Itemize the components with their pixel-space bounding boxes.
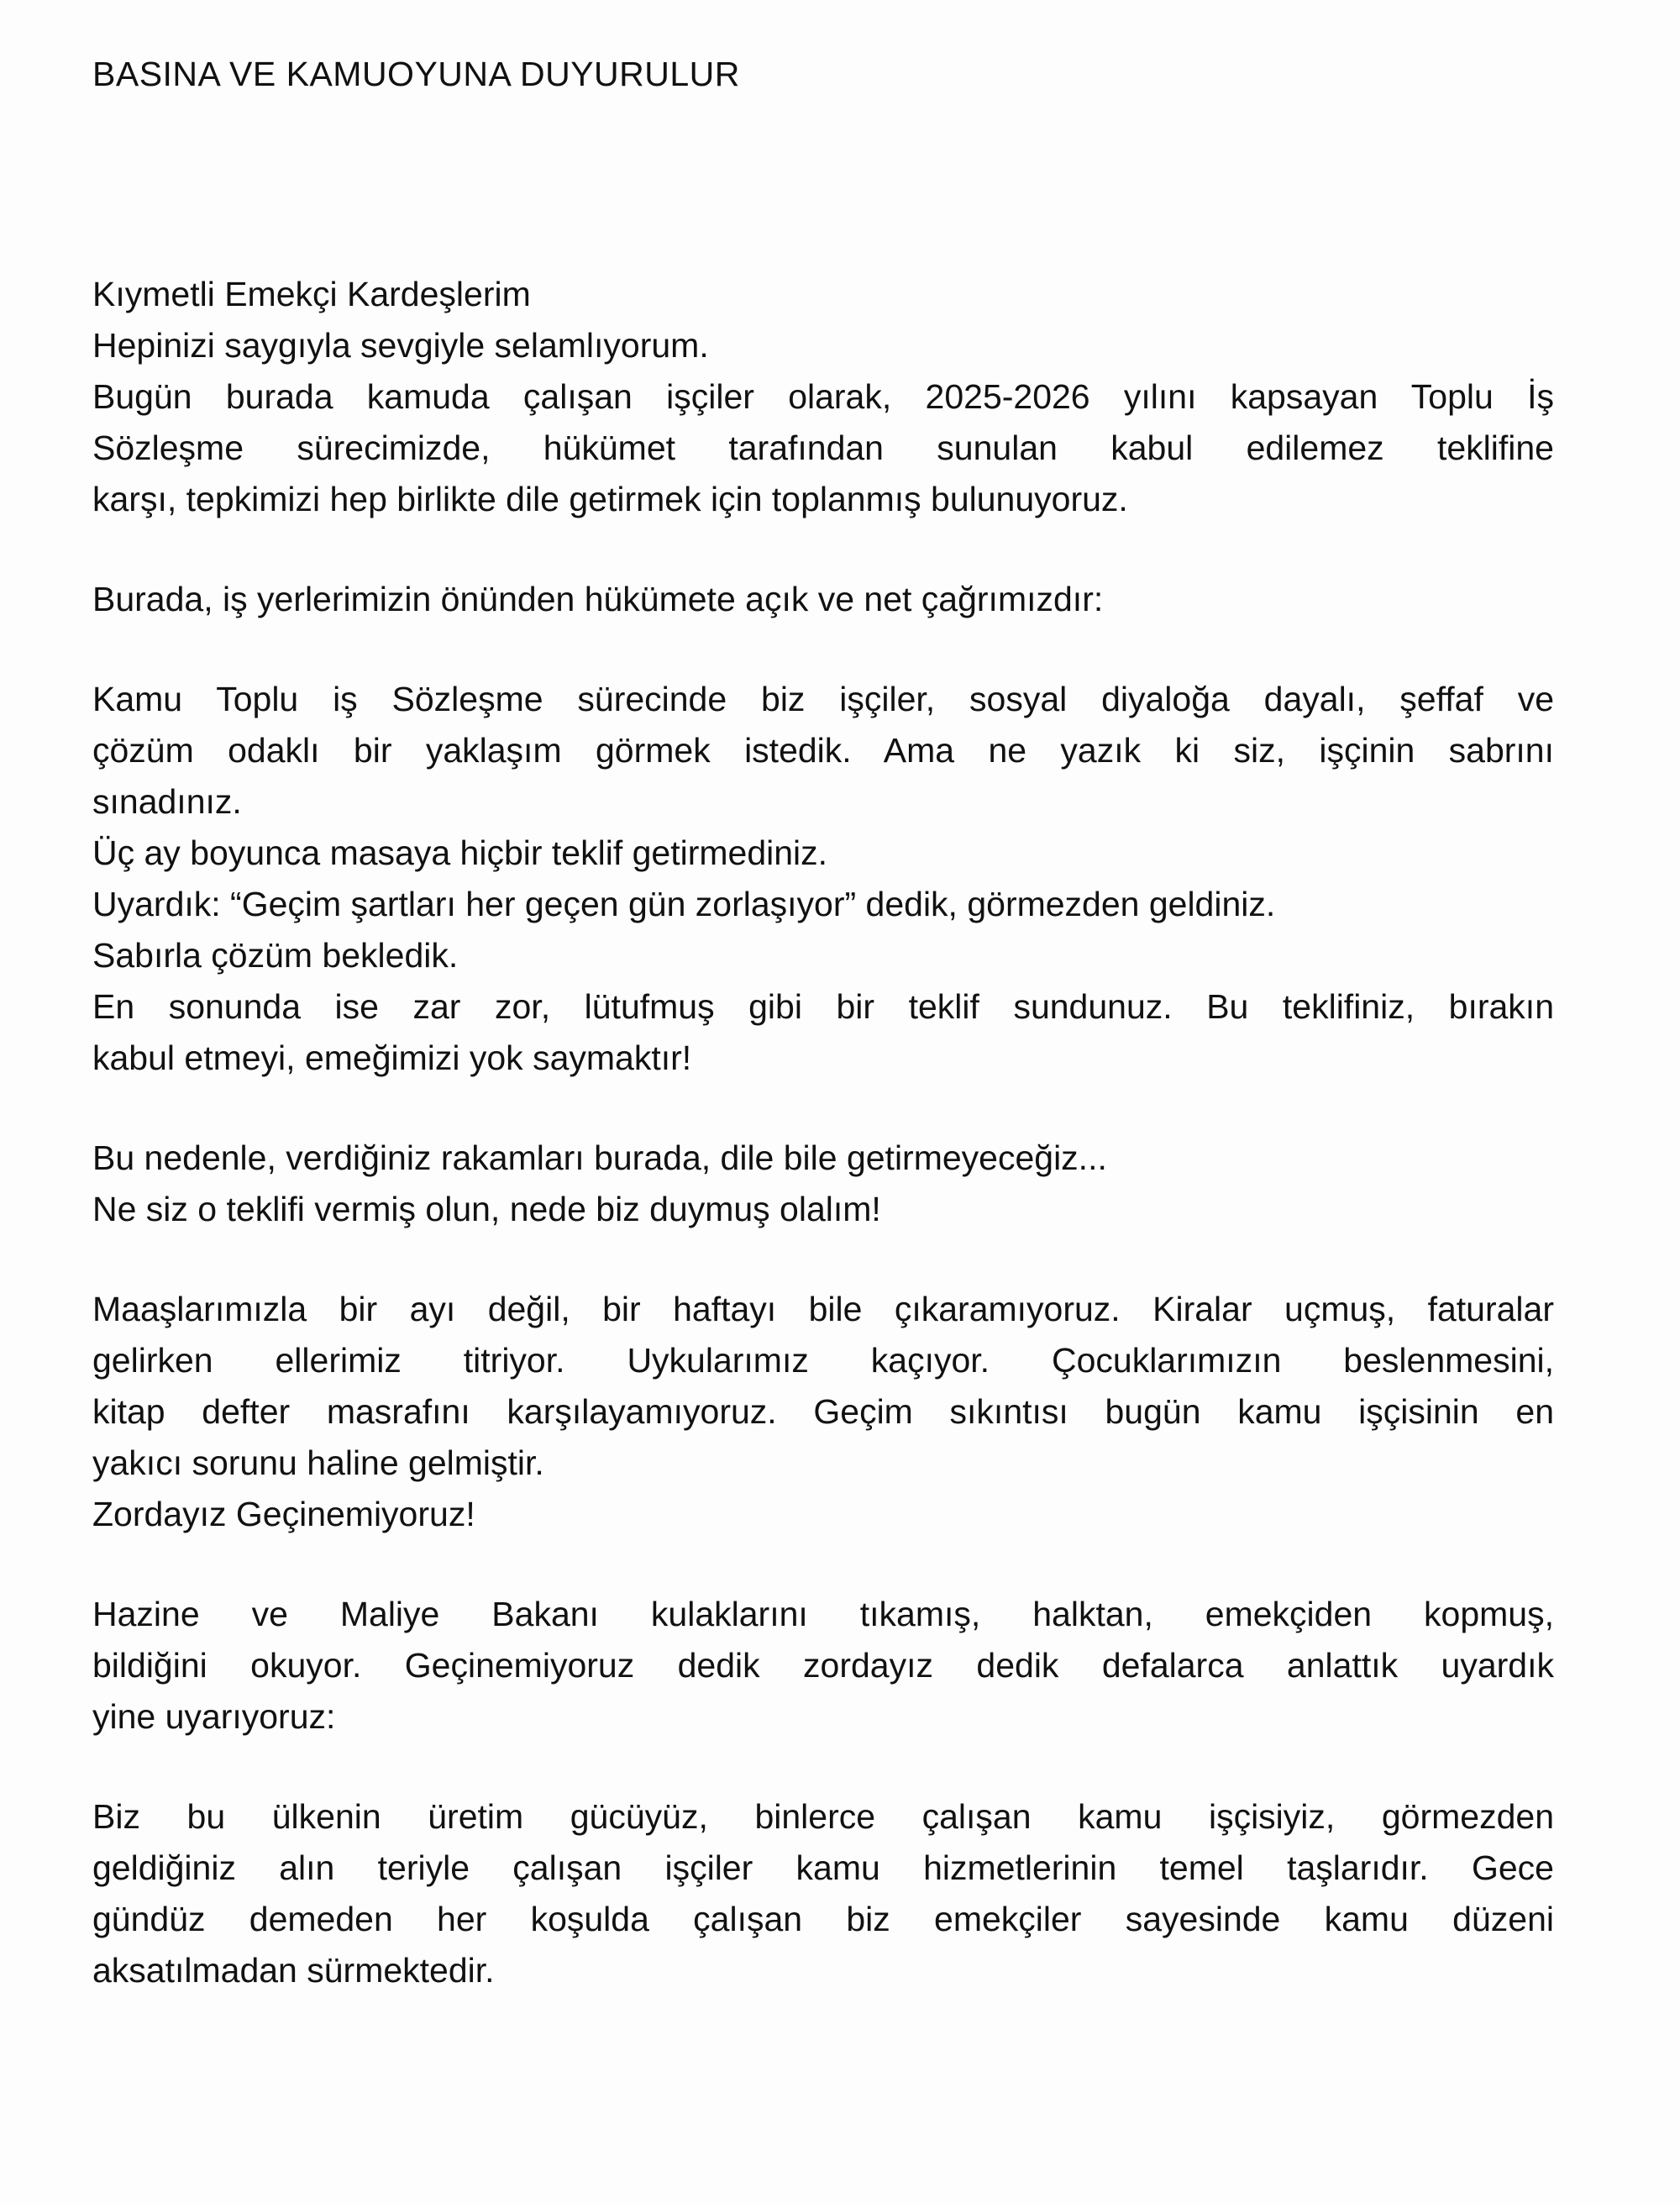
paragraph-line: Sabırla çözüm bekledik. [92,936,459,975]
paragraph-line: aksatılmadan sürmektedir. [92,1951,495,1990]
paragraph-5 [92,1284,1554,1540]
paragraph-line: Maaşlarımızla bir ayı değil, bir haftayı bile çıkaramıyoruz. Kiralar uçmuş, faturalar [92,1290,1554,1328]
paragraph-line: Üç ay boyunca masaya hiçbir teklif getirmediniz. [92,833,828,872]
paragraph-line: kabul etmeyi, emeğimizi yok saymaktır! [92,1038,692,1077]
salutation-line: Hepinizi saygıyla sevgiyle selamlıyorum. [92,326,709,365]
paragraph-gap [92,1540,1554,1589]
paragraph-gap [92,1743,1554,1791]
paragraph-line: sınadınız. [92,782,242,821]
paragraph-gap [92,625,1554,674]
paragraph-line: yine uyarıyoruz: [92,1697,336,1736]
greeting-line: Kıymetli Emekçi Kardeşlerim [92,275,531,313]
paragraph-line: karşı, tepkimizi hep birlikte dile getirmek için toplanmış bulunuyoruz. [92,480,1128,518]
paragraph-line: Kamu Toplu iş Sözleşme sürecinde biz işçiler, sosyal diyaloğa dayalı, şeffaf ve [92,680,1554,718]
paragraph-1 [92,371,1554,525]
paragraph-7 [92,1791,1554,1996]
paragraph-2: Burada, iş yerlerimizin önünden hükümete açık ve net çağrımızdır: [92,580,1104,618]
paragraph-3 [92,674,1554,1084]
paragraph-6 [92,1589,1554,1743]
paragraph-4 [92,1133,1554,1235]
paragraph-line: gündüz demeden her koşulda çalışan biz emekçiler sayesinde kamu düzeni [92,1900,1554,1938]
paragraph-line: Hazine ve Maliye Bakanı kulaklarını tıkamış, halktan, emekçiden kopmuş, [92,1595,1554,1633]
paragraph-line: geldiğiniz alın teriyle çalışan işçiler kamu hizmetlerinin temel taşlarıdır. Gece [92,1848,1554,1887]
paragraph-line: bildiğini okuyor. Geçinemiyoruz dedik zordayız dedik defalarca anlattık uyardık [92,1646,1554,1685]
paragraph-line: çözüm odaklı bir yaklaşım görmek istedik. Ama ne yazık ki siz, işçinin sabrını [92,731,1554,770]
document-body [92,269,1554,1996]
paragraph-line: yakıcı sorunu haline gelmiştir. [92,1443,544,1482]
paragraph-line: En sonunda ise zar zor, lütufmuş gibi bir teklif sundunuz. Bu teklifiniz, bırakın [92,987,1554,1026]
paragraph-line: Uyardık: “Geçim şartları her geçen gün zorlaşıyor” dedik, görmezden geldiniz. [92,885,1276,923]
paragraph-gap [92,1235,1554,1284]
paragraph-line: Ne siz o teklifi vermiş olun, nede biz duymuş olalım! [92,1190,881,1228]
paragraph-line: Sözleşme sürecimizde, hükümet tarafından sunulan kabul edilemez teklifine [92,429,1554,467]
paragraph-line: Bugün burada kamuda çalışan işçiler olarak, 2025-2026 yılını kapsayan Toplu İş [92,377,1554,416]
paragraph-line: Bu nedenle, verdiğiniz rakamları burada, dile bile getirmeyeceğiz... [92,1138,1107,1177]
paragraph-line: Zordayız Geçinemiyoruz! [92,1495,475,1533]
paragraph-gap [92,525,1554,574]
paragraph-line: kitap defter masrafını karşılayamıyoruz. Geçim sıkıntısı bugün kamu işçisinin en [92,1392,1554,1431]
paragraph-line: gelirken ellerimiz titriyor. Uykularımız kaçıyor. Çocuklarımızın beslenmesini, [92,1341,1554,1380]
document-header: BASINA VE KAMUOYUNA DUYURULUR [92,55,740,93]
paragraph-gap [92,1084,1554,1133]
paragraph-line: Biz bu ülkenin üretim gücüyüz, binlerce çalışan kamu işçisiyiz, görmezden [92,1797,1554,1836]
